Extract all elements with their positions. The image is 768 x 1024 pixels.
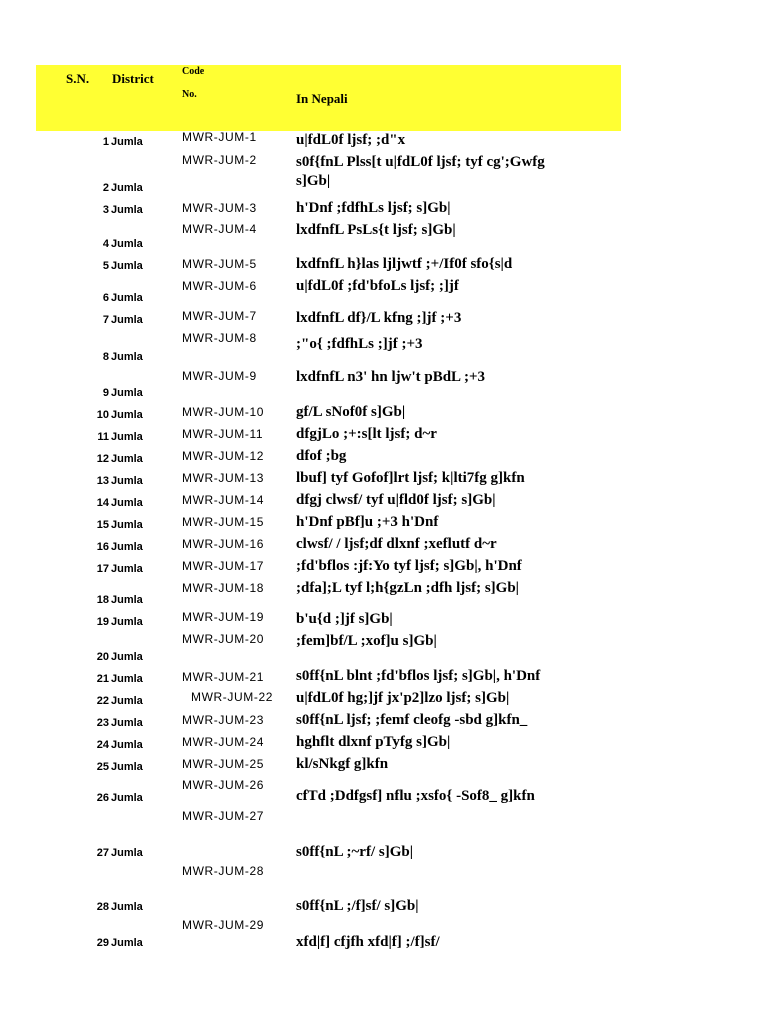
row-district: Jumla	[111, 136, 143, 148]
row-nepali-name: lxdfnfL h}las ljljwtf ;+/If0f sfo{s|d	[296, 256, 513, 272]
row-nepali-name: hghflt dlxnf pTyfg s]Gb|	[296, 734, 451, 750]
row-sn: 11	[97, 431, 109, 443]
row-district: Jumla	[111, 616, 143, 628]
row-code: MWR-JUM-2	[182, 153, 257, 167]
row-sn: 17	[96, 563, 109, 575]
row-code: MWR-JUM-24	[182, 735, 264, 749]
row-nepali-name: gf/L sNof0f s]Gb|	[296, 404, 406, 420]
row-nepali-name: ;"o{ ;fdfhLs ;]jf ;+3	[296, 336, 423, 352]
row-district: Jumla	[111, 792, 143, 804]
row-code: MWR-JUM-18	[182, 581, 264, 595]
row-sn: 6	[102, 292, 109, 304]
header-district: District	[112, 71, 154, 86]
row-nepali-name: dfgjLo ;+:s[lt ljsf; d~r	[296, 426, 437, 442]
row-district: Jumla	[111, 519, 143, 531]
row-sn: 2	[102, 182, 109, 194]
row-district: Jumla	[111, 260, 143, 272]
row-nepali-name: lbuf] tyf Gofof]lrt ljsf; k|lti7fg g]kfn	[296, 470, 525, 486]
row-nepali-name: lxdfnfL df}/L kfng ;]jf ;+3	[296, 310, 462, 326]
row-code: MWR-JUM-3	[182, 201, 257, 215]
row-district: Jumla	[111, 717, 143, 729]
row-nepali-name: s0ff{nL ljsf; ;femf cleofg -sbd g]kfn_	[296, 712, 528, 728]
row-district: Jumla	[111, 901, 143, 913]
row-sn: 1	[102, 136, 109, 148]
row-sn: 10	[96, 409, 109, 421]
row-district: Jumla	[111, 847, 143, 859]
row-sn: 15	[96, 519, 109, 531]
row-sn: 21	[96, 673, 109, 685]
row-sn: 22	[96, 695, 109, 707]
row-district: Jumla	[111, 238, 143, 250]
row-sn: 19	[96, 616, 109, 628]
row-code: MWR-JUM-26	[182, 778, 264, 792]
row-nepali-name: b'u{d ;]jf s]Gb|	[296, 611, 393, 627]
row-nepali-name: xfd|f] cfjfh xfd|f] ;/f]sf/	[296, 934, 440, 950]
row-district: Jumla	[111, 541, 143, 553]
row-district: Jumla	[111, 475, 143, 487]
row-code: MWR-JUM-19	[182, 610, 264, 624]
row-code: MWR-JUM-21	[182, 670, 264, 684]
row-code: MWR-JUM-1	[182, 130, 257, 144]
row-code: MWR-JUM-28	[182, 864, 264, 878]
row-district: Jumla	[111, 292, 143, 304]
row-sn: 7	[102, 314, 109, 326]
row-district: Jumla	[111, 651, 143, 663]
row-nepali-name: s0f{fnL Plss[t u|fdL0f ljsf; tyf cg';Gwfg	[296, 154, 545, 170]
row-sn: 5	[102, 260, 109, 272]
row-nepali-name: u|fdL0f ;fd'bfoLs ljsf; ;]jf	[296, 278, 459, 294]
row-nepali-name: s]Gb|	[296, 173, 331, 189]
row-sn: 27	[96, 847, 109, 859]
row-nepali-name: h'Dnf pBf]u ;+3 h'Dnf	[296, 514, 439, 530]
row-code: MWR-JUM-16	[182, 537, 264, 551]
row-nepali-name: kl/sNkgf g]kfn	[296, 756, 389, 772]
row-code: MWR-JUM-23	[182, 713, 264, 727]
header-code: Code	[182, 66, 205, 77]
row-nepali-name: lxdfnfL PsLs{t ljsf; s]Gb|	[296, 222, 456, 238]
row-sn: 20	[96, 651, 109, 663]
row-code: MWR-JUM-11	[182, 427, 264, 441]
row-sn: 24	[96, 739, 109, 751]
row-district: Jumla	[111, 431, 143, 443]
row-code: MWR-JUM-13	[182, 471, 264, 485]
row-nepali-name: h'Dnf ;fdfhLs ljsf; s]Gb|	[296, 200, 451, 216]
row-sn: 13	[96, 475, 109, 487]
row-code: MWR-JUM-22	[191, 690, 273, 704]
row-sn: 23	[96, 717, 109, 729]
row-sn: 12	[96, 453, 109, 465]
row-district: Jumla	[111, 387, 143, 399]
row-nepali-name: lxdfnfL n3' hn ljw't pBdL ;+3	[296, 369, 486, 385]
row-code: MWR-JUM-15	[182, 515, 264, 529]
row-district: Jumla	[111, 563, 143, 575]
row-nepali-name: ;dfa];L tyf l;h{gzLn ;dfh ljsf; s]Gb|	[296, 580, 519, 596]
row-district: Jumla	[111, 673, 143, 685]
row-code: MWR-JUM-7	[182, 309, 257, 323]
row-sn: 28	[96, 901, 109, 913]
row-code: MWR-JUM-5	[182, 257, 257, 271]
row-code: MWR-JUM-14	[182, 493, 264, 507]
row-district: Jumla	[111, 761, 143, 773]
row-nepali-name: s0ff{nL blnt ;fd'bflos ljsf; s]Gb|, h'Dnf	[296, 668, 541, 684]
row-nepali-name: ;fem]bf/L ;xof]u s]Gb|	[296, 633, 437, 649]
row-district: Jumla	[111, 695, 143, 707]
row-district: Jumla	[111, 497, 143, 509]
row-nepali-name: cfTd ;Ddfgsf] nflu ;xsfo{ -Sof8_ g]kfn	[296, 788, 535, 804]
row-nepali-name: u|fdL0f hg;]jf jx'p2]lzo ljsf; s]Gb|	[296, 690, 510, 706]
row-district: Jumla	[111, 453, 143, 465]
row-sn: 16	[96, 541, 109, 553]
row-code: MWR-JUM-17	[182, 559, 264, 573]
row-code: MWR-JUM-12	[182, 449, 264, 463]
row-district: Jumla	[111, 409, 143, 421]
row-sn: 14	[96, 497, 109, 509]
row-sn: 3	[102, 204, 109, 216]
row-sn: 25	[96, 761, 109, 773]
row-nepali-name: dfof ;bg	[296, 448, 347, 464]
row-sn: 18	[96, 594, 109, 606]
row-code: MWR-JUM-6	[182, 279, 257, 293]
row-code: MWR-JUM-20	[182, 632, 264, 646]
row-code: MWR-JUM-27	[182, 809, 264, 823]
row-nepali-name: clwsf/ / ljsf;df dlxnf ;xeflutf d~r	[296, 536, 497, 552]
row-sn: 26	[96, 792, 109, 804]
row-district: Jumla	[111, 314, 143, 326]
row-sn: 8	[102, 351, 109, 363]
row-nepali-name: u|fdL0f ljsf; ;d"x	[296, 132, 406, 148]
header-sn: S.N.	[66, 71, 90, 86]
row-code: MWR-JUM-10	[182, 405, 264, 419]
row-district: Jumla	[111, 739, 143, 751]
row-district: Jumla	[111, 594, 143, 606]
row-district: Jumla	[111, 937, 143, 949]
row-nepali-name: dfgj clwsf/ tyf u|fld0f ljsf; s]Gb|	[296, 492, 496, 508]
row-district: Jumla	[111, 204, 143, 216]
row-nepali-name: s0ff{nL ;/f]sf/ s]Gb|	[296, 898, 419, 914]
header-in-nepali: In Nepali	[296, 91, 348, 106]
row-district: Jumla	[111, 182, 143, 194]
row-code: MWR-JUM-25	[182, 757, 264, 771]
row-sn: 29	[96, 937, 109, 949]
row-district: Jumla	[111, 351, 143, 363]
row-nepali-name: ;fd'bflos :jf:Yo tyf ljsf; s]Gb|, h'Dnf	[296, 558, 522, 574]
row-code: MWR-JUM-4	[182, 222, 257, 236]
row-nepali-name: s0ff{nL ;~rf/ s]Gb|	[296, 844, 414, 860]
row-sn: 4	[102, 238, 109, 250]
row-code: MWR-JUM-8	[182, 331, 257, 345]
row-code: MWR-JUM-29	[182, 918, 264, 932]
row-sn: 9	[102, 387, 109, 399]
header-code-no: No.	[182, 89, 197, 100]
row-code: MWR-JUM-9	[182, 369, 257, 383]
